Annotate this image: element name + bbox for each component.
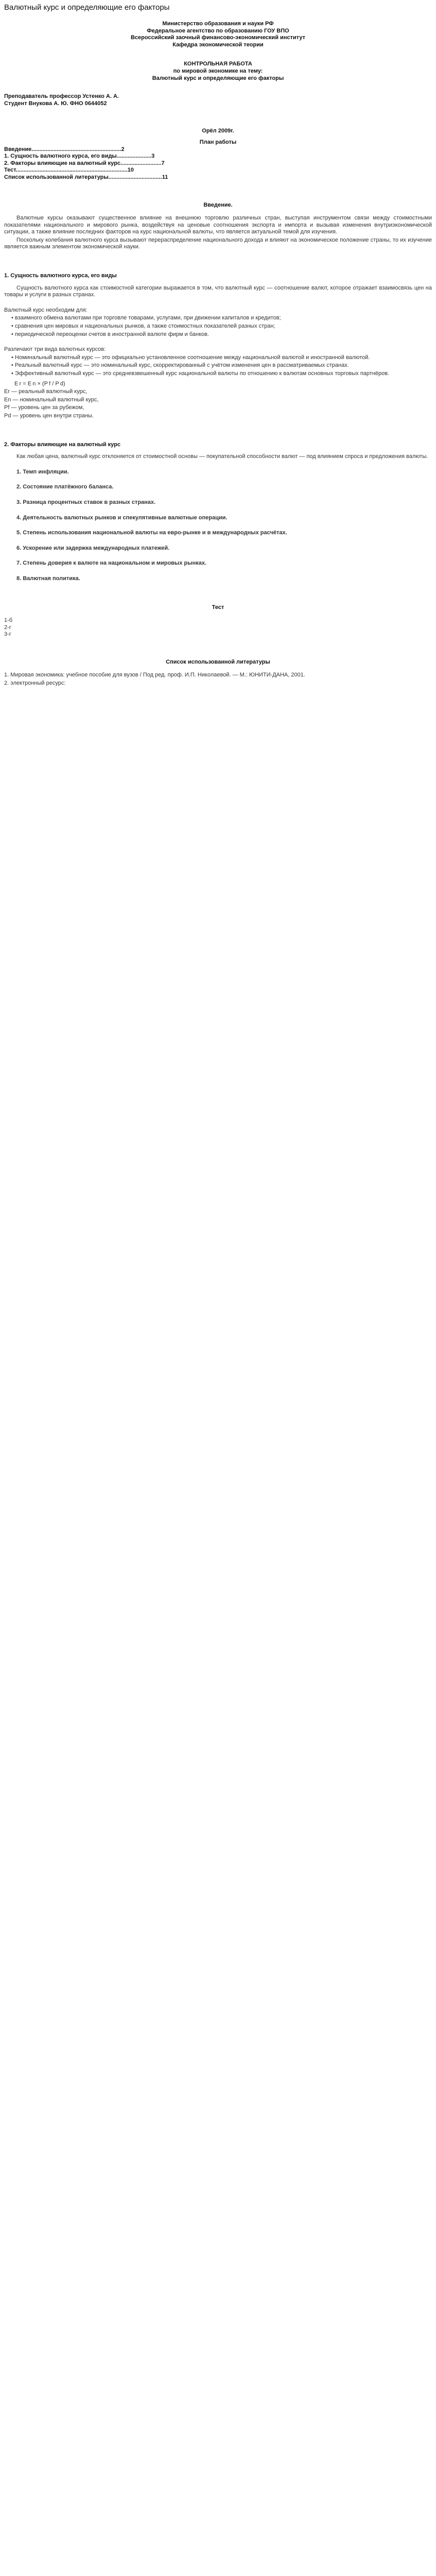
chapter-2-heading: 2. Факторы влияющие на валютный курс <box>4 441 120 448</box>
header-line: Федеральное агентство по образованию ГОУ ВПО <box>147 27 289 34</box>
toc-heading: План работы <box>199 139 237 145</box>
list-item: • Реальный валютный курс — это номинальный курс, скорректированный с учётом изменения цен в рассматриваемых странах. <box>11 362 349 369</box>
institution-header <box>4 21 432 48</box>
list-item: • Эффективный валютный курс — это средневзвешенный курс национальной валюты по отношению к валютам основных торговых партнёров. <box>11 370 390 377</box>
list-item: • сравнения цен мировых и национальных рынков, а также стоимостных показателей разных стран; <box>11 323 275 330</box>
test-section <box>4 604 432 638</box>
header-line: Министерство образования и науки РФ <box>162 21 274 27</box>
reference-item: 1. Мировая экономика: учебное пособие для вузов / Под ред. проф. И.П. Николаевой. — М.: ЮНИТИ-ДАНА, 2001. <box>4 672 305 679</box>
work-course: по мировой экономике на тему: <box>173 67 263 74</box>
factor-item: 4. Деятельность валютных рынков и спекулятивные валютные операции. <box>16 514 228 521</box>
references-heading: Список использованной литературы <box>166 658 270 665</box>
toc-item: Тест.......................................................................10 <box>4 167 134 174</box>
chapter-1-paragraph: Сущность валютного курса как стоимостной категории выражается в том, что валютный курс — соотношение валют, которое отражает взаимосвязь цен на товары и услуги в разных странах. <box>4 284 432 298</box>
list-item: • периодической переоценки счетов в иностранной валюте фирм и банков. <box>11 331 210 337</box>
factor-item: 8. Валютная политика. <box>16 575 80 582</box>
page-title: Валютный курс и определяющие его факторы <box>4 3 170 12</box>
toc-item: 1. Сущность валютного курса, его виды......................3 <box>4 153 155 160</box>
document-page <box>4 21 432 688</box>
header-line: Всероссийский заочный финансово-экономический институт <box>130 35 305 41</box>
formula-legend-item: En — номинальный валютный курс, <box>4 396 99 403</box>
references-section <box>4 659 432 687</box>
table-of-contents <box>4 139 432 181</box>
list-item: • Номинальный валютный курс — это официально установленное соотношение между национальной валютой и иностранной валютой. <box>11 354 370 361</box>
toc-item: Введение.........................................................2 <box>4 146 125 152</box>
intro-section <box>4 202 432 251</box>
work-title-block <box>4 61 432 82</box>
test-heading: Тест <box>212 604 224 611</box>
work-kind: КОНТРОЛЬНАЯ РАБОТА <box>184 61 252 67</box>
student-line: Студент Внукова А. Ю. ФНО 0644052 <box>4 100 107 107</box>
test-answer: 3-г <box>4 631 11 638</box>
chapter-1-paragraph: Валютный курс необходим для: <box>4 307 88 313</box>
test-answer: 2-г <box>4 624 11 631</box>
toc-item: Список использованной литературы..................................11 <box>4 174 168 180</box>
factor-item: 3. Разница процентных ставок в разных странах. <box>16 499 156 505</box>
chapter-1-heading: 1. Сущность валютного курса, его виды <box>4 273 117 279</box>
chapter-1-section <box>4 273 432 420</box>
intro-paragraph: Поскольку колебания валютного курса вызывают перераспределение национального дохода и влияют на экономическое положение страны, то их изучение является важным элементом экономической науки. <box>4 236 432 250</box>
formula-legend-item: Pd — уровень цен внутри страны. <box>4 412 94 419</box>
formula-legend-item: Pf — уровень цен за рубежом, <box>4 404 84 411</box>
authors-block <box>4 93 432 107</box>
header-line: Кафедра экономической теории <box>172 41 264 48</box>
factor-item: 7. Степень доверия к валюте на национальном и мировых рынках. <box>16 560 207 567</box>
reference-item: 2. электронный ресурс: <box>4 680 66 687</box>
city-year: Орёл 2009г. <box>202 128 234 134</box>
factor-item: 6. Ускорение или задержка международных платежей. <box>16 545 170 551</box>
kinds-intro: Различают три вида валютных курсов: <box>4 346 106 353</box>
toc-item: 2. Факторы влияющие на валютный курс..........................7 <box>4 160 165 166</box>
chapter-2-section <box>4 442 432 583</box>
factor-item: 5. Степень использования национальной валюты на евро-рынке и в международных расчётах. <box>16 530 287 536</box>
formula: E r = E n × (P f / P d) <box>14 380 65 387</box>
intro-heading: Введение. <box>203 201 233 208</box>
list-item: • взаимного обмена валютами при торговле товарами, услугами, при движении капиталов и кредитов; <box>11 315 281 321</box>
work-topic: Валютный курс и определяющие его факторы <box>152 75 284 81</box>
teacher-line: Преподаватель профессор Устенко А. А. <box>4 93 119 100</box>
factor-item: 1. Темп инфляции. <box>16 468 69 475</box>
test-answer: 1-б <box>4 617 13 624</box>
formula-legend-item: Er — реальный валютный курс, <box>4 388 88 395</box>
intro-paragraph: Валютные курсы оказывают существенное влияние на внешнюю торговлю различных стран, выступая инструментом связи между стоимостными показателями национального и мирового рынка, воздействуя на ценовые соотношения экспорта и импорта и вызывая изменения внутриэкономической ситуации, а также влияние последних факторов на курс национальной валюты, что является актуальной темой для изучения. <box>4 215 432 235</box>
chapter-2-paragraph: Как любая цена, валютный курс отклоняется от стоимостной основы — покупательной способности валют — под влиянием спроса и предложения валюты. <box>16 453 428 460</box>
factor-item: 2. Состояние платёжного баланса. <box>16 484 114 490</box>
